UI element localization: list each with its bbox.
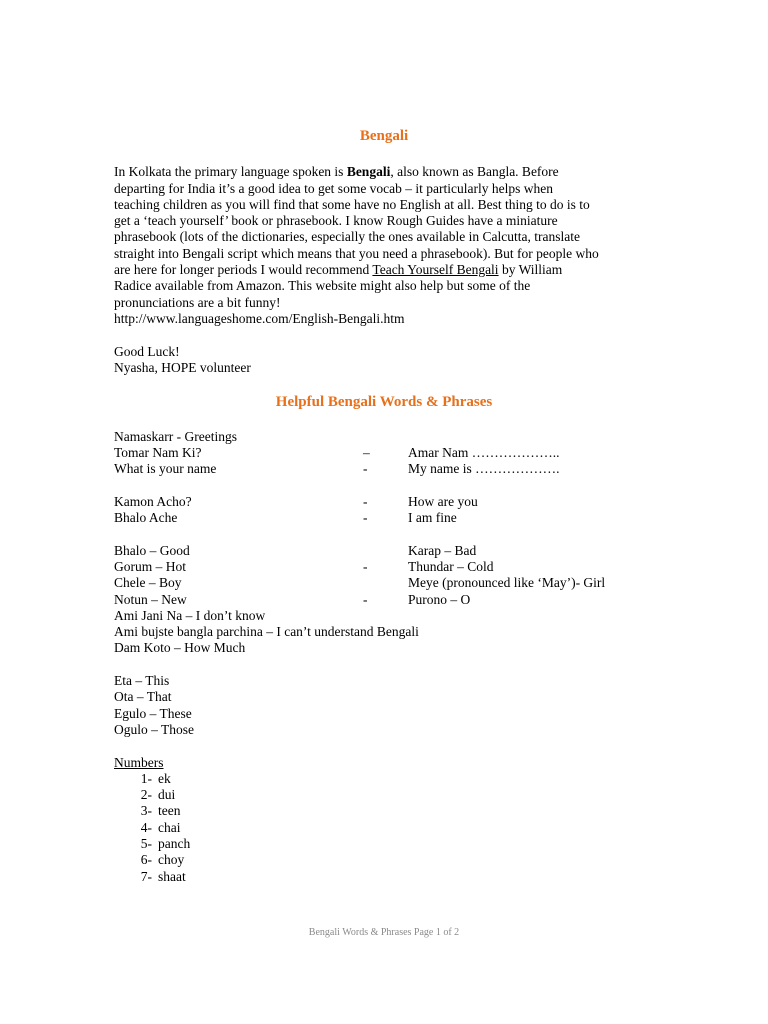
- bengali-phrase: Notun – New: [114, 591, 187, 607]
- separator: –: [363, 444, 370, 460]
- intro-text: by William: [498, 262, 563, 277]
- intro-line-3: teaching children as you will find that some have no English at all. Best thing to do is to: [114, 196, 590, 212]
- phrase-row: Ami bujste bangla parchina – I can’t understand Bengali: [114, 624, 419, 640]
- phrase-row: [114, 575, 606, 591]
- english-phrase: My name is ……………….: [408, 461, 560, 477]
- intro-line-6: straight into Bengali script which means that you need a phrasebook). But for people who: [114, 245, 599, 261]
- english-phrase: What is your name: [114, 461, 217, 477]
- number-word: ek: [158, 770, 171, 786]
- phrase-row: [114, 542, 477, 559]
- bengali-phrase: Purono – O: [408, 591, 471, 607]
- phrase-row: Ota – That: [114, 689, 172, 705]
- separator: -: [363, 461, 368, 477]
- phrase-row: [114, 461, 560, 477]
- bengali-phrase: Chele – Boy: [114, 575, 182, 591]
- bengali-phrase: Bhalo – Good: [114, 542, 190, 558]
- english-phrase: Amar Nam ………………..: [408, 444, 560, 460]
- number-label: 7-: [140, 868, 152, 884]
- number-label: 5-: [140, 836, 152, 851]
- phrase-row: [114, 444, 560, 461]
- number-word: chai: [158, 819, 181, 835]
- phrase-row: [114, 558, 494, 575]
- intro-line-1: [114, 164, 559, 180]
- number-label: 2-: [140, 787, 152, 803]
- bengali-phrase: Kamon Acho?: [114, 493, 192, 509]
- english-phrase: How are you: [408, 493, 478, 509]
- intro-text: are here for longer periods I would recommend: [114, 262, 373, 277]
- bengali-phrase: Bhalo Ache: [114, 510, 178, 525]
- phrase-row: [114, 510, 457, 526]
- number-word: panch: [158, 836, 191, 851]
- english-phrase: I am fine: [408, 510, 457, 525]
- phrase-row: Namaskarr - Greetings: [114, 428, 237, 444]
- bengali-phrase: Tomar Nam Ki?: [114, 444, 202, 460]
- numbers-heading: Numbers: [114, 754, 164, 770]
- intro-text: In Kolkata the primary language spoken is: [114, 164, 347, 179]
- phrase-row: Ami Jani Na – I don’t know: [114, 607, 266, 623]
- intro-line-2: departing for India it’s a good idea to get some vocab – it particularly helps when: [114, 180, 554, 196]
- number-word: dui: [158, 787, 176, 803]
- bengali-phrase: Karap – Bad: [408, 542, 477, 558]
- separator: -: [363, 510, 368, 525]
- website-url[interactable]: http://www.languageshome.com/English-Bengali.htm: [114, 310, 405, 326]
- separator: -: [363, 493, 368, 509]
- bengali-bold: Bengali: [346, 164, 391, 179]
- number-label: 1-: [140, 770, 152, 786]
- phrase-row: Egulo – These: [114, 705, 192, 721]
- intro-line-5: phrasebook (lots of the dictionaries, especially the ones available in Calcutta, translate: [114, 229, 580, 245]
- bengali-phrase: Meye (pronounced like ‘May’)- Girl: [408, 575, 606, 591]
- phrase-row: [114, 591, 471, 608]
- bengali-phrase: Thundar – Cold: [408, 558, 494, 574]
- phrase-row: Dam Koto – How Much: [114, 640, 246, 656]
- intro-text: , also known as Bangla. Before: [390, 164, 559, 179]
- section-title: Helpful Bengali Words & Phrases: [275, 394, 493, 410]
- intro-line-8: Radice available from Amazon. This website might also help but some of the: [114, 278, 531, 294]
- book-title-link[interactable]: Teach Yourself Bengali: [372, 262, 499, 277]
- signoff-author: Nyasha, HOPE volunteer: [114, 359, 251, 375]
- number-word: choy: [158, 852, 185, 868]
- number-label: 4-: [140, 819, 152, 835]
- number-label: 6-: [140, 852, 152, 868]
- phrase-row: Ogulo – Those: [114, 721, 194, 737]
- intro-line-9: pronunciations are a bit funny!: [114, 294, 281, 310]
- page-footer: Bengali Words & Phrases Page 1 of 2: [308, 927, 460, 938]
- intro-line-4: get a ‘teach yourself’ book or phrasebook. I know Rough Guides have a miniature: [114, 213, 558, 229]
- number-word: teen: [158, 803, 181, 819]
- intro-line-7: [114, 262, 562, 278]
- number-label: 3-: [140, 803, 152, 819]
- bengali-phrase: Gorum – Hot: [114, 558, 186, 574]
- number-word: shaat: [158, 868, 186, 884]
- page-title: Bengali: [359, 128, 409, 144]
- phrase-row: [114, 493, 478, 510]
- phrase-row: Eta – This: [114, 673, 170, 688]
- separator: -: [363, 558, 368, 574]
- signoff-greeting: Good Luck!: [114, 343, 180, 359]
- separator: -: [363, 591, 368, 607]
